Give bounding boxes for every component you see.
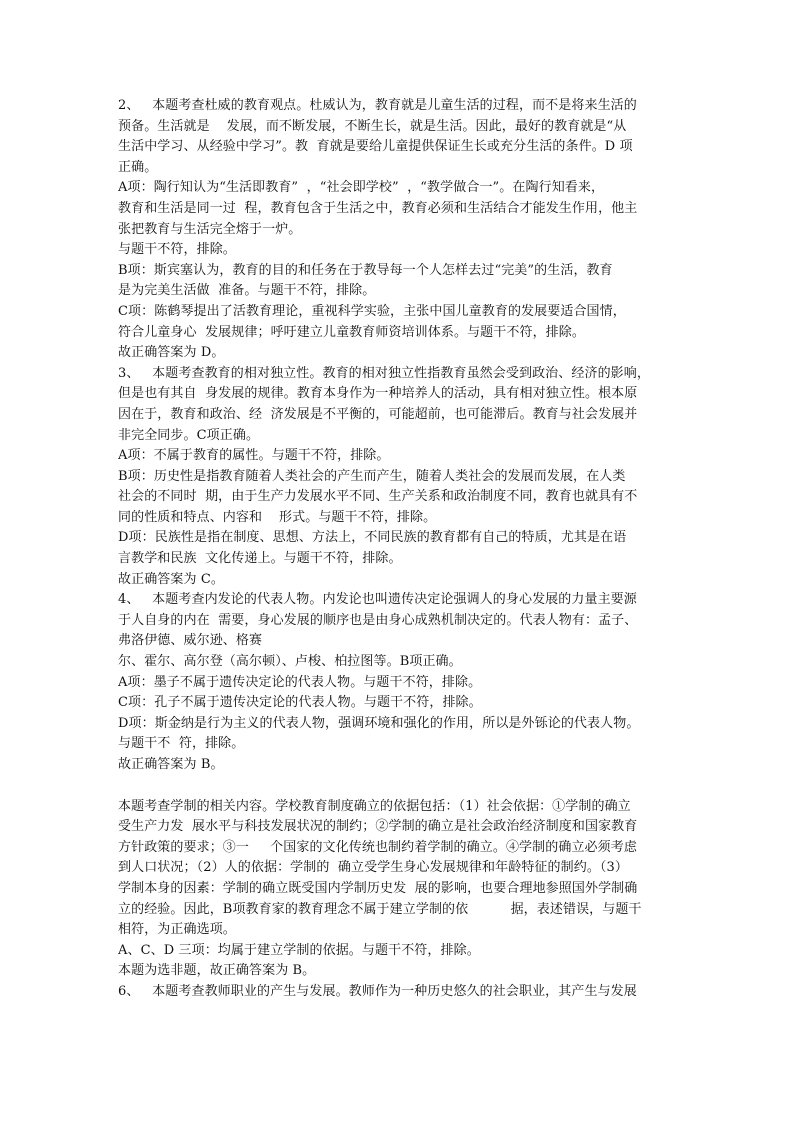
text-line: 弗洛伊德、威尔逊、格赛 [118,633,263,649]
text-line: 与题干不 符，排除。 [118,736,245,752]
text-line: 本题为选非题，故正确答案为 B。 [118,963,316,979]
text-line: 到人口状况；（2）人的依据：学制的 确立受学生身心发展规律和年龄特征的制约。（3） [118,860,629,876]
text-line: 同的性质和特点、内容和 形式。与题干不符，排除。 [118,509,437,525]
text-line: A项：墨子不属于遗传决定论的代表人物。与题干不符，排除。 [118,674,482,690]
text-line: 张把教育与生活完全熔于一炉。 [118,221,302,237]
text-line: 但是也有其自 身发展的规律。教育本身作为一种培养人的活动，具有相对独立性。根本原 [118,386,638,402]
text-line: 立的经验。因此，B项教育家的教育理念不属于建立学制的依 据，表述错误，与题干 [118,901,642,917]
text-line: 尔、霍尔、高尔登（高尔顿）、卢梭、柏拉图等。B项正确。 [118,654,462,670]
text-line: B项：历史性是指教育随着人类社会的产生而产生，随着人类社会的发展而发展，在人类 [118,468,626,484]
text-line: 非完全同步。C项正确。 [118,427,260,443]
text-line: 于人自身的内在 需要，身心发展的顺序也是由身心成熟机制决定的。代表人物有：孟子、 [118,612,638,628]
text-line: 学制本身的因素：学制的确立既受国内学制历史发 展的影响，也要合理地参照国外学制确 [118,880,638,896]
text-line: 相符，为正确选项。 [118,922,236,938]
text-line: 受生产力发 展水平与科技发展状况的制约；②学制的确立是社会政治经济制度和国家教育 [118,819,638,835]
text-line: 方针政策的要求；③一 个国家的文化传统也制约着学制的确立。④学制的确立必须考虑 [118,839,637,855]
text-line: B项：斯宾塞认为，教育的目的和任务在于教导每一个人怎样去过“完美”的生活，教育 [118,262,613,278]
text-line: 是为完美生活做 准备。与题干不符，排除。 [118,283,376,299]
text-line: 故正确答案为 D。 [118,345,225,361]
text-line: A、C、D 三项：均属于建立学制的依据。与题干不符，排除。 [118,942,480,958]
text-line: D项：斯金纳是行为主义的代表人物，强调环境和强化的作用，所以是外铄论的代表人物。 [118,715,640,731]
text-line: 符合儿童身心 发展规律；呼吁建立儿童教育师资培训体系。与题干不符，排除。 [118,324,585,340]
text-line: 故正确答案为 B。 [118,757,224,772]
text-line: 教育和生活是同一过 程，教育包含于生活之中，教育必须和生活结合才能发生作用，他主 [118,200,638,216]
text-line: A项：不属于教育的属性。与题干不符，排除。 [118,448,390,464]
text-line: 正确。 [118,159,158,175]
paragraph-gap [118,776,680,797]
text-line: 言教学和民族 文化传递上。与题干不符，排除。 [118,551,402,567]
text-line: 生活中学习、从经验中学习”。教 育就是要给儿童提供保证生长或充分生活的条件。D 项 [118,139,633,155]
text-line: 本题考查学制的相关内容。学校教育制度确立的依据包括：（1）社会依据：①学制的确立 [118,798,631,814]
text-line: C项：孔子不属于遗传决定论的代表人物。与题干不符，排除。 [118,695,482,711]
text-line: 预备。生活就是 发展，而不断发展，不断生长，就是生活。因此，最好的教育就是“从 [118,118,627,134]
text-line: C项：陈鹤琴提出了活教育理论，重视科学实验，主张中国儿童教育的发展要适合国情， [118,303,626,319]
text-line: 3、 本题考查教育的相对独立性。教育的相对独立性指教育虽然会受到政治、经济的影响， [118,365,650,381]
answer-text-body [118,96,680,1003]
text-line: 因在于，教育和政治、经 济发展是不平衡的，可能超前，也可能滞后。教育与社会发展并 [118,406,638,422]
text-line: D项：民族性是指在制度、思想、方法上，不同民族的教育都有自己的特质，尤其是在语 [118,530,627,546]
text-line: A项：陶行知认为“生活即教育” ，“社会即学校” ，“教学做合一”。在陶行知看来， [118,180,605,196]
text-line: 与题干不符，排除。 [118,242,236,258]
text-line: 社会的不同时 期，由于生产力发展水平不同、生产关系和政治制度不同，教育也就具有不 [118,489,638,505]
text-line: 故正确答案为 C。 [118,571,224,587]
text-line: 4、 本题考查内发论的代表人物。内发论也叫遗传决定论强调人的身心发展的力量主要源 [118,592,637,608]
text-line: 2、 本题考查杜威的教育观点。杜威认为，教育就是儿童生活的过程，而不是将来生活的 [118,98,637,113]
text-line: 6、 本题考查教师职业的产生与发展。教师作为一种历史悠久的社会职业，其产生与发展 [118,983,637,999]
